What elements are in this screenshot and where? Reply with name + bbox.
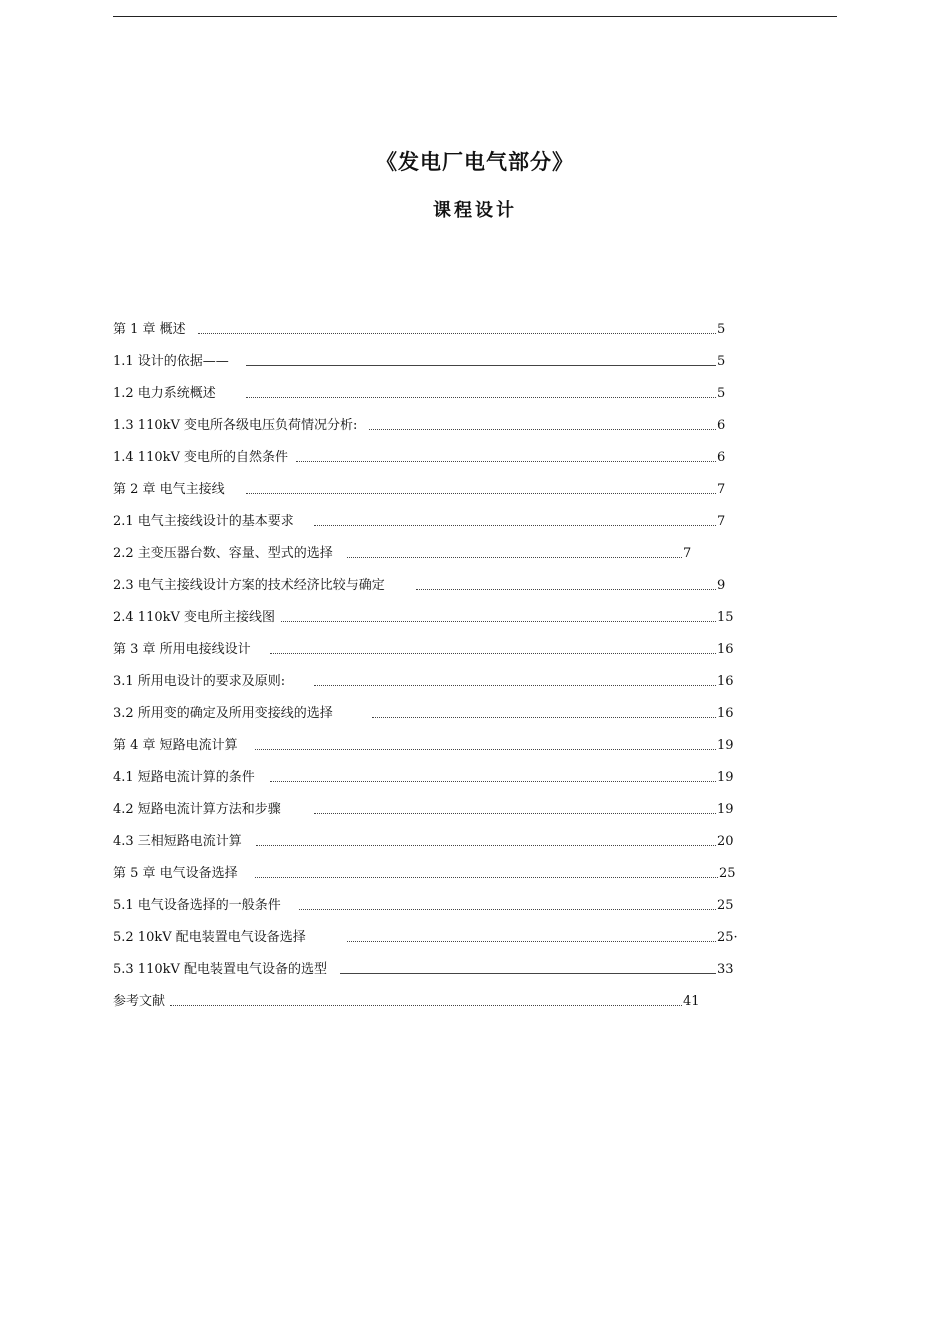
toc-leader-line [246,493,716,494]
toc-leader-line [255,749,716,750]
toc-leader-line [270,781,716,782]
document-subtitle: 课程设计 [433,200,517,221]
toc-entry-label: 第 3 章 所用电接线设计 [113,642,251,657]
toc-leader-line [299,909,716,910]
toc-entry-label: 2.1 电气主接线设计的基本要求 [113,514,294,529]
toc-entry-page-number: 25 [717,898,734,913]
toc-entry[interactable] [113,544,773,564]
toc-entry-label: 5.3 110kV 配电装置电气设备的选型 [113,962,328,977]
toc-leader-line [198,333,716,334]
toc-leader-line [296,461,716,462]
toc-entry-label: 第 5 章 电气设备选择 [113,866,238,881]
toc-entry-page-number: 15 [717,610,734,625]
toc-entry-label: 4.2 短路电流计算方法和步骤 [113,802,281,817]
toc-leader-line [255,877,718,878]
toc-entry-page-number: 41 [683,994,700,1009]
toc-entry[interactable] [113,992,773,1012]
toc-entry-page-number: 5 [717,322,726,337]
toc-entry-page-number: 25 [719,866,736,881]
toc-entry[interactable] [113,448,773,468]
toc-entry-label: 第 1 章 概述 [113,322,186,337]
toc-entry-label: 5.2 10kV 配电装置电气设备选择 [113,930,306,945]
toc-entry-label: 参考文献 [113,994,166,1009]
toc-entry-page-number: 5 [717,386,726,401]
toc-leader-line [314,813,716,814]
toc-entry-page-number: 19 [717,770,734,785]
toc-entry-label: 第 4 章 短路电流计算 [113,738,238,753]
toc-entry[interactable] [113,832,773,852]
toc-entry[interactable] [113,608,773,628]
toc-entry-label: 1.1 设计的依据—— [113,354,229,369]
toc-leader-line [416,589,716,590]
toc-entry[interactable] [113,896,773,916]
toc-leader-line [369,429,716,430]
toc-entry-page-number: 6 [717,418,726,433]
toc-entry[interactable] [113,960,773,980]
toc-leader-line [347,557,682,558]
toc-entry[interactable] [113,320,773,340]
toc-entry-label: 3.2 所用变的确定及所用变接线的选择 [113,706,333,721]
toc-leader-line [314,685,716,686]
toc-entry[interactable] [113,768,773,788]
toc-entry-page-number: 25· [717,930,738,945]
toc-entry-page-number: 20 [717,834,734,849]
toc-entry-label: 1.2 电力系统概述 [113,386,216,401]
toc-leader-line [372,717,716,718]
toc-entry-label: 第 2 章 电气主接线 [113,482,225,497]
toc-entry-label: 4.3 三相短路电流计算 [113,834,242,849]
toc-entry[interactable] [113,352,773,372]
toc-entry-page-number: 7 [683,546,692,561]
toc-entry-page-number: 16 [717,674,734,689]
toc-entry-page-number: 19 [717,738,734,753]
toc-entry-label: 1.3 110kV 变电所各级电压负荷情况分析: [113,418,358,433]
toc-leader-line [281,621,716,622]
toc-entry-label: 3.1 所用电设计的要求及原则: [113,674,286,689]
toc-entry-page-number: 33 [717,962,734,977]
toc-entry[interactable] [113,640,773,660]
toc-entry-label: 2.3 电气主接线设计方案的技术经济比较与确定 [113,578,385,593]
toc-entry[interactable] [113,576,773,596]
toc-entry[interactable] [113,736,773,756]
toc-entry-page-number: 7 [717,514,726,529]
toc-leader-line [246,397,716,398]
toc-leader-line [347,941,716,942]
toc-entry[interactable] [113,928,773,948]
toc-entry[interactable] [113,864,773,884]
toc-entry[interactable] [113,672,773,692]
toc-entry-label: 4.1 短路电流计算的条件 [113,770,255,785]
toc-entry-page-number: 7 [717,482,726,497]
toc-entry-page-number: 19 [717,802,734,817]
toc-leader-line [314,525,716,526]
toc-entry-label: 2.4 110kV 变电所主接线图 [113,610,276,625]
toc-entry-page-number: 5 [717,354,726,369]
toc-leader-line [256,845,716,846]
toc-entry-label: 1.4 110kV 变电所的自然条件 [113,450,289,465]
toc-entry[interactable] [113,384,773,404]
toc-entry-page-number: 9 [717,578,726,593]
toc-entry-label: 5.1 电气设备选择的一般条件 [113,898,281,913]
toc-entry-page-number: 16 [717,706,734,721]
toc-entry[interactable] [113,416,773,436]
toc-entry[interactable] [113,704,773,724]
toc-entry[interactable] [113,480,773,500]
toc-leader-line [246,365,716,366]
toc-entry-page-number: 6 [717,450,726,465]
toc-entry[interactable] [113,512,773,532]
toc-leader-line [270,653,716,654]
document-title: 《发电厂电气部分》 [376,149,574,174]
toc-leader-line [340,973,716,974]
toc-entry-page-number: 16 [717,642,734,657]
toc-entry[interactable] [113,800,773,820]
toc-leader-line [170,1005,682,1006]
toc-entry-label: 2.2 主变压器台数、容量、型式的选择 [113,546,333,561]
